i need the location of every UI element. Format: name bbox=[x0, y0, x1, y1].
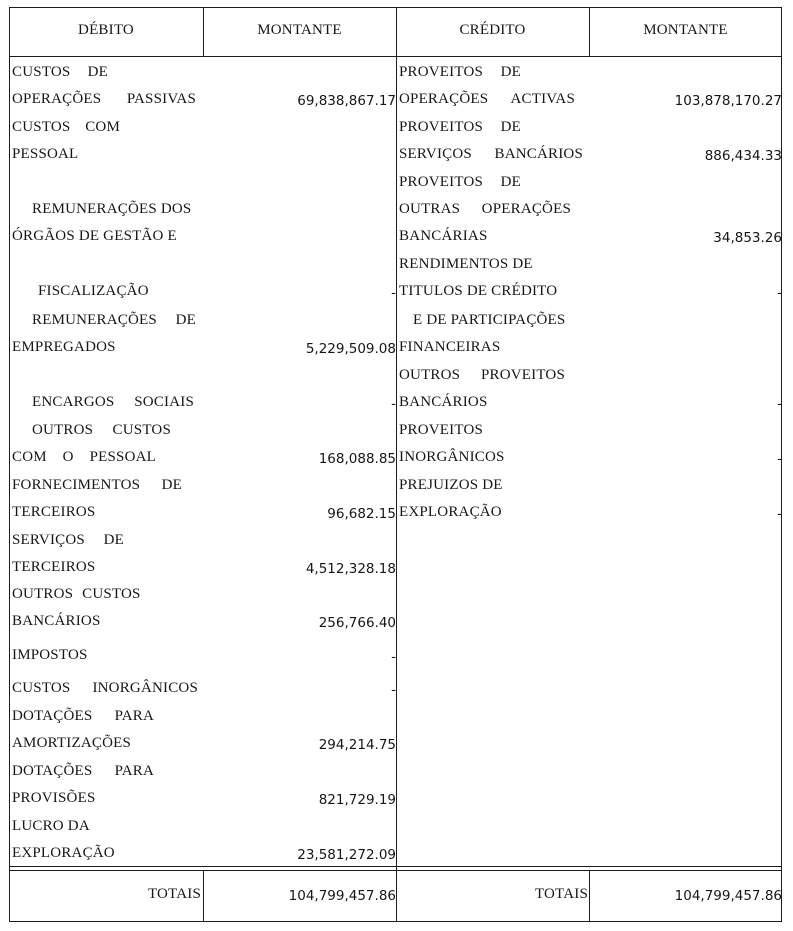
outros-custos-bancarios-amount: 256,766.40 bbox=[318, 615, 396, 631]
lucro-exploracao-label-2: EXPLORAÇÃO bbox=[12, 845, 115, 861]
outros-custos-pessoal-label-1: OUTROS CUSTOS bbox=[32, 422, 171, 438]
dotacoes-amortizacoes-label-1: DOTAÇÕES PARA bbox=[12, 708, 154, 724]
header-debito: DÉBITO bbox=[78, 22, 134, 38]
fornecimentos-terceiros-amount: 96,682.15 bbox=[327, 506, 396, 522]
prejuizos-exploracao-label-2: EXPLORAÇÃO bbox=[399, 504, 502, 520]
servicos-terceiros-amount: 4,512,328.18 bbox=[305, 561, 396, 577]
remuneracoes-orgaos-label-2: ÓRGÃOS DE GESTÃO E bbox=[12, 228, 177, 244]
outros-proveitos-bancarios-amount: - bbox=[777, 396, 782, 412]
rendimentos-titulos-label-4: FINANCEIRAS bbox=[399, 339, 501, 355]
proveitos-inorganicos-label-1: PROVEITOS bbox=[399, 422, 484, 438]
proveitos-outras-operacoes-amount: 34,853.26 bbox=[713, 230, 782, 246]
custos-pessoal-label-1: CUSTOS COM bbox=[12, 119, 120, 135]
col-divider-2 bbox=[396, 7, 397, 922]
custos-inorganicos-label: CUSTOS INORGÂNICOS bbox=[12, 680, 198, 696]
proveitos-servicos-bancarios-label-2: SERVIÇOS BANCÁRIOS bbox=[399, 146, 583, 162]
totais-debito-amount: 104,799,457.86 bbox=[288, 888, 396, 904]
proveitos-servicos-bancarios-label-1: PROVEITOS DE bbox=[399, 119, 521, 135]
encargos-sociais-label: ENCARGOS SOCIAIS bbox=[32, 394, 194, 410]
remuneracoes-orgaos-label-1: REMUNERAÇÕES DOS bbox=[32, 201, 192, 217]
totais-debito-label: TOTAIS bbox=[147, 886, 201, 902]
custos-operacoes-passivas-amount: 69,838,867.17 bbox=[297, 93, 396, 109]
proveitos-operacoes-activas-label-2: OPERAÇÕES ACTIVAS bbox=[399, 91, 575, 107]
fornecimentos-terceiros-label-2: TERCEIROS bbox=[12, 504, 96, 520]
remuneracoes-orgaos-label-3: FISCALIZAÇÃO bbox=[38, 283, 149, 299]
prejuizos-exploracao-label-1: PREJUIZOS DE bbox=[399, 477, 503, 493]
outros-custos-bancarios-label-1: OUTROS CUSTOS bbox=[12, 586, 141, 602]
dotacoes-provisoes-label-2: PROVISÕES bbox=[12, 790, 96, 806]
proveitos-servicos-bancarios-amount: 886,434.33 bbox=[704, 148, 782, 164]
outros-custos-pessoal-amount: 168,088.85 bbox=[318, 451, 396, 467]
rendimentos-titulos-label-3: E DE PARTICIPAÇÕES bbox=[413, 312, 566, 328]
proveitos-inorganicos-label-2: INORGÂNICOS bbox=[399, 449, 505, 465]
rendimentos-titulos-amount: - bbox=[777, 285, 782, 301]
custos-operacoes-passivas-label-1: CUSTOS DE bbox=[12, 64, 108, 80]
outros-proveitos-bancarios-label-1: OUTROS PROVEITOS bbox=[399, 367, 565, 383]
remuneracoes-empregados-label-2: EMPREGADOS bbox=[12, 339, 116, 355]
custos-pessoal-label-2: PESSOAL bbox=[12, 146, 79, 162]
servicos-terceiros-label-2: TERCEIROS bbox=[12, 559, 96, 575]
proveitos-outras-operacoes-label-2: OUTRAS OPERAÇÕES bbox=[399, 201, 571, 217]
totais-credito-amount: 104,799,457.86 bbox=[674, 888, 782, 904]
proveitos-operacoes-activas-label-1: PROVEITOS DE bbox=[399, 64, 521, 80]
dotacoes-provisoes-amount: 821,729.19 bbox=[318, 792, 396, 808]
outros-proveitos-bancarios-label-2: BANCÁRIOS bbox=[399, 394, 488, 410]
header-montante-credito: MONTANTE bbox=[643, 22, 728, 38]
outros-custos-pessoal-label-2: COM O PESSOAL bbox=[12, 449, 156, 465]
impostos-amount: - bbox=[391, 649, 396, 665]
rendimentos-titulos-label-1: RENDIMENTOS DE bbox=[399, 256, 533, 272]
lucro-exploracao-label-1: LUCRO DA bbox=[12, 818, 90, 834]
outros-custos-bancarios-label-2: BANCÁRIOS bbox=[12, 613, 101, 629]
servicos-terceiros-label-1: SERVIÇOS DE bbox=[12, 532, 124, 548]
remuneracoes-empregados-label-1: REMUNERAÇÕES DE bbox=[32, 312, 196, 328]
custos-inorganicos-amount: - bbox=[391, 682, 396, 698]
dotacoes-amortizacoes-amount: 294,214.75 bbox=[318, 737, 396, 753]
impostos-label: IMPOSTOS bbox=[12, 647, 88, 663]
remuneracoes-empregados-amount: 5,229,509.08 bbox=[305, 341, 396, 357]
header-montante-debito: MONTANTE bbox=[257, 22, 342, 38]
proveitos-outras-operacoes-label-1: PROVEITOS DE bbox=[399, 174, 521, 190]
proveitos-inorganicos-amount: - bbox=[777, 451, 782, 467]
dotacoes-amortizacoes-label-2: AMORTIZAÇÕES bbox=[12, 735, 132, 751]
encargos-sociais-amount: - bbox=[391, 396, 396, 412]
fornecimentos-terceiros-label-1: FORNECIMENTOS DE bbox=[12, 477, 182, 493]
prejuizos-exploracao-amount: - bbox=[777, 506, 782, 522]
totais-credito-label: TOTAIS bbox=[534, 886, 588, 902]
lucro-exploracao-amount: 23,581,272.09 bbox=[297, 847, 396, 863]
custos-operacoes-passivas-label-2: OPERAÇÕES PASSIVAS bbox=[12, 91, 196, 107]
rendimentos-titulos-label-2: TITULOS DE CRÉDITO bbox=[399, 283, 558, 299]
proveitos-outras-operacoes-label-3: BANCÁRIAS bbox=[399, 228, 488, 244]
proveitos-operacoes-activas-amount: 103,878,170.27 bbox=[674, 93, 782, 109]
header-credito: CRÉDITO bbox=[459, 22, 526, 38]
remuneracoes-orgaos-amount: - bbox=[391, 285, 396, 301]
dotacoes-provisoes-label-1: DOTAÇÕES PARA bbox=[12, 763, 154, 779]
